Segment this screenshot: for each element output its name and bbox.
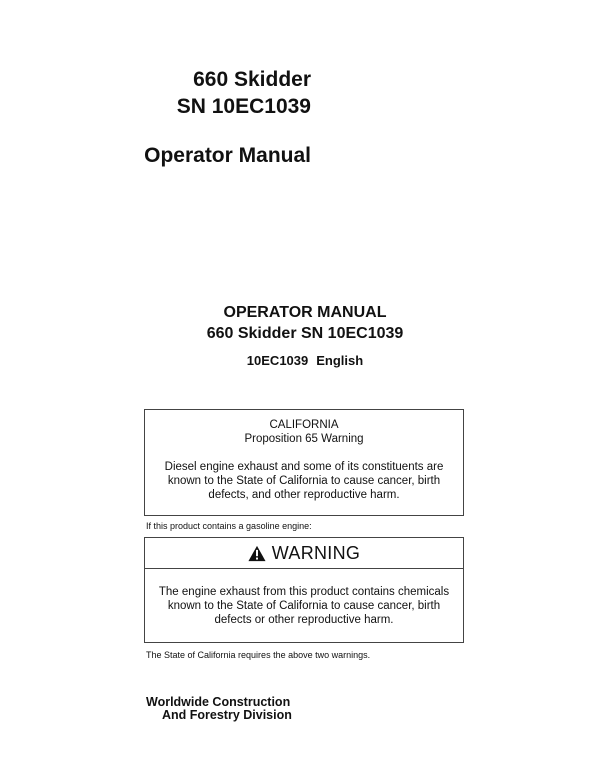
- california-text-line: defects, and other reproductive harm.: [208, 489, 400, 501]
- serial-number-title: SN 10EC1039: [176, 95, 311, 118]
- title-block: [0, 66, 311, 169]
- warning-title: WARNING: [271, 543, 361, 563]
- model-title: 660 Skidder: [193, 68, 311, 91]
- warning-text-line: known to the State of California to cause cancer, birth: [167, 600, 441, 612]
- warning-triangle-icon: [248, 545, 266, 562]
- operator-manual-heading: OPERATOR MANUAL: [223, 304, 387, 321]
- warning-header: [145, 538, 463, 569]
- california-label: CALIFORNIA: [269, 419, 339, 431]
- engine-warning-text: [145, 585, 463, 627]
- california-text-line: Diesel engine exhaust and some of its constituents are: [164, 461, 444, 473]
- california-text-line: known to the State of California to cause cancer, birth: [167, 475, 441, 487]
- center-heading-block: [0, 302, 600, 369]
- publication-code-line: [0, 353, 600, 369]
- publication-code: 10EC1039: [246, 353, 309, 368]
- warning-text-line: The engine exhaust from this product contains chemicals: [158, 586, 450, 598]
- gasoline-engine-note: If this product contains a gasoline engine:: [146, 521, 312, 531]
- model-serial-heading: 660 Skidder SN 10EC1039: [206, 325, 404, 342]
- language-label: English: [316, 353, 364, 368]
- manual-title: Operator Manual: [144, 144, 311, 167]
- division-name: [146, 696, 292, 722]
- engine-warning-box: [144, 537, 464, 643]
- division-line-2: And Forestry Division: [162, 708, 292, 722]
- proposition-65-label: Proposition 65 Warning: [244, 433, 364, 445]
- division-line-1: Worldwide Construction: [146, 695, 291, 709]
- california-warning-box: [144, 409, 464, 516]
- california-warning-text: [145, 460, 463, 502]
- warning-text-line: defects or other reproductive harm.: [214, 614, 394, 626]
- state-requirement-note: The State of California requires the above two warnings.: [146, 650, 371, 660]
